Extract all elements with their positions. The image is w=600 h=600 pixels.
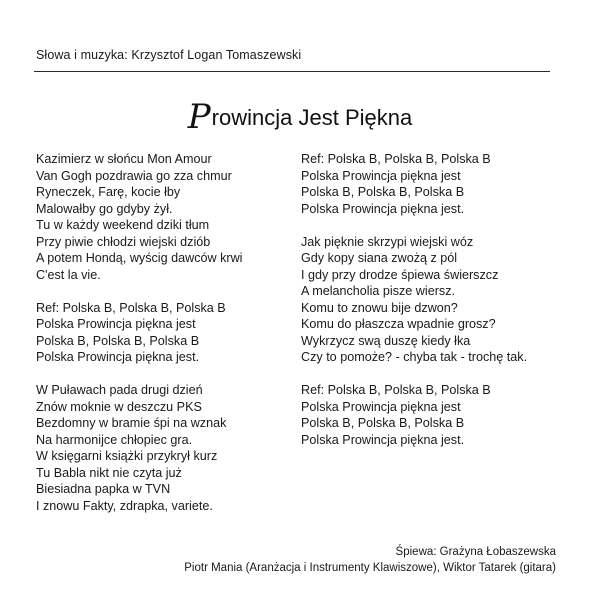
lyric-line: Polska Prowincja piękna jest.	[301, 201, 465, 216]
lyric-line: W Puławach pada drugi dzień	[36, 383, 203, 397]
stanza-verse-1	[36, 151, 286, 283]
lyrics-column-right	[301, 151, 571, 465]
lyric-line: Malowałby go gdyby żył.	[36, 201, 173, 216]
lyric-line: Znów moknie w deszczu PKS	[36, 399, 202, 414]
header-divider	[34, 71, 550, 72]
musicians-credit: Piotr Mania (Aranżacja i Instrumenty Klawiszowe), Wiktor Tatarek (gitara)	[184, 562, 556, 574]
lyric-line: Czy to pomoże? - chyba tak - trochę tak.	[301, 350, 528, 364]
lyric-line: I znowu Fakty, zdrapka, variete.	[36, 498, 213, 513]
lyric-line: Kazimierz w słońcu Mon Amour	[36, 152, 212, 166]
lyric-line: Polska Prowincja piękna jest	[301, 399, 461, 414]
lyric-line: Polska B, Polska B, Polska B	[301, 416, 465, 430]
lyric-line: Tu Babla nikt nie czyta już	[36, 465, 182, 480]
song-title	[0, 97, 600, 137]
lyric-line: A melancholia pisze wiersz.	[301, 284, 455, 298]
lyric-line: Polska B, Polska B, Polska B	[301, 185, 465, 199]
song-title-initial: P	[187, 97, 211, 137]
lyric-line: Przy piwie chłodzi wiejski dziób	[36, 234, 211, 249]
lyric-line: C'est la vie.	[36, 267, 101, 282]
vocalist-credit: Śpiewa: Grażyna Łobaszewska	[395, 546, 556, 558]
lyric-line: Gdy kopy siana zwożą z pól	[301, 251, 458, 265]
lyric-line: Bezdomny w bramie śpi na wznak	[36, 416, 227, 430]
stanza-refrain-1	[36, 300, 286, 366]
lyric-line: Van Gogh pozdrawia go zza chmur	[36, 168, 232, 183]
lyric-line: Polska B, Polska B, Polska B	[36, 333, 200, 348]
lyrics-music-credit: Słowa i muzyka: Krzysztof Logan Tomaszewski	[36, 48, 302, 62]
lyric-line: Ref: Polska B, Polska B, Polska B	[301, 152, 491, 166]
lyric-line: Jak pięknie skrzypi wiejski wóz	[301, 234, 474, 249]
song-title-text: rowincja Jest Piękna	[211, 105, 413, 130]
lyric-line: I gdy przy drodze śpiewa świerszcz	[301, 267, 499, 282]
stanza-verse-3	[301, 234, 571, 366]
lyric-line: Wykrzycz swą duszę kiedy łka	[301, 333, 471, 348]
lyric-line: Polska Prowincja piękna jest	[301, 168, 461, 183]
lyric-line: Tu w każdy weekend dziki tłum	[36, 218, 210, 232]
lyrics-column-left	[36, 151, 286, 531]
lyric-line: A potem Hondą, wyścig dawców krwi	[36, 251, 243, 265]
lyric-line: Polska Prowincja piękna jest.	[36, 350, 200, 364]
stanza-verse-2	[36, 382, 286, 514]
lyric-line: Ref: Polska B, Polska B, Polska B	[301, 383, 491, 397]
stanza-refrain-2	[301, 151, 571, 217]
stanza-refrain-3	[301, 382, 571, 448]
lyric-line: Biesiadna papka w TVN	[36, 482, 171, 496]
lyric-line: W księgarni książki przykrył kurz	[36, 449, 218, 463]
lyric-line: Komu to znowu bije dzwon?	[301, 300, 458, 315]
lyric-line: Na harmonijce chłopiec gra.	[36, 432, 193, 447]
lyric-line: Polska Prowincja piękna jest.	[301, 432, 465, 447]
lyric-line: Polska Prowincja piękna jest	[36, 317, 196, 331]
lyric-line: Ryneczek, Farę, kocie łby	[36, 185, 181, 199]
lyric-line: Komu do płaszcza wpadnie grosz?	[301, 317, 496, 331]
performer-credits	[184, 544, 556, 576]
lyric-line: Ref: Polska B, Polska B, Polska B	[36, 300, 226, 315]
